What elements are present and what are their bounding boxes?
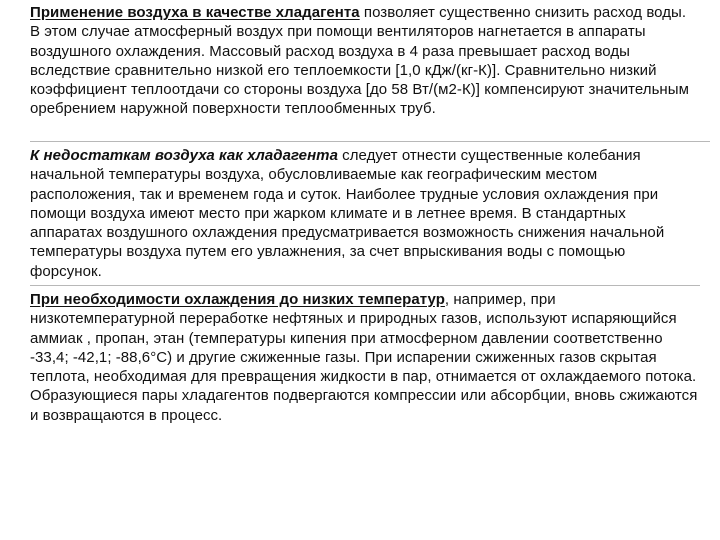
paragraph-1-lead: Применение воздуха в качестве хладагента — [30, 4, 360, 21]
paragraph-divider-2 — [30, 285, 700, 286]
paragraph-2-body: следует отнести существенные колебания начальной температуры воздуха, обусловливаемые как географическим местом расположения, так и временем года и суток. Наиболее трудные условия охлаждения при помощи воздуха имеют место при жарком климате и в летнее время. В стандартных аппаратах воздушного охлаждения предусматривается возможность снижения начальной температуры воздуха путем его увлажнения, за счет впрыскивания воды с помощью форсунок. — [30, 147, 665, 280]
paragraph-low-temperature-cooling — [30, 290, 698, 425]
paragraph-2-lead: К недостаткам воздуха как хладагента — [30, 147, 338, 164]
paragraph-3-body: , например, при низкотемпературной переработке нефтяных и природных газов, используют испаряющийся аммиак , пропан, этан (температуры кипения при атмосферном давлении соответственно -33,4; -42,1; -88,6°С) и другие сжиженные газы. При испарении сжиженных газов скрытая теплота, необходимая для превращения жидкости в пар, отнимается от охлаждаемого потока. Образующиеся пары хладагентов подвергаются компрессии или абсорбции, вновь сжижаются и возвращаются в процесс. — [30, 291, 698, 424]
paragraph-air-disadvantages — [30, 146, 698, 281]
paragraph-divider-1 — [30, 141, 710, 142]
paragraph-1-body: позволяет существенно снизить расход воды. В этом случае атмосферный воздух при помощи вентиляторов нагнетается в аппараты воздушного охлаждения. Массовый расход воздуха в 4 раза превышает расход воды вследствие сравнительно низкой его теплоемкости [1,0 кДж/(кг-К)]. Сравнительно низкий коэффициент теплоотдачи со стороны воздуха [до 58 Вт/(м2-К)] компенсируют значительным оребрением наружной поверхности теплообменных труб. — [30, 4, 689, 118]
paragraph-3-lead: При необходимости охлаждения до низких температур — [30, 291, 445, 308]
paragraph-air-as-coolant — [30, 3, 698, 119]
